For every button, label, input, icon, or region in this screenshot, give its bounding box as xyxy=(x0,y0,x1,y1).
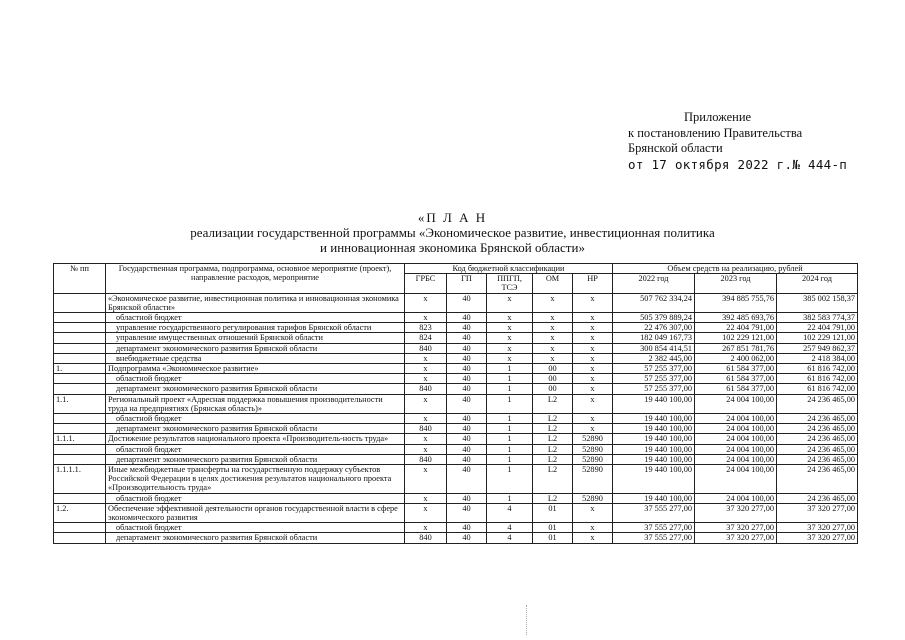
cell-gp: 40 xyxy=(447,465,487,494)
table-row xyxy=(54,333,858,343)
cell-y2023: 24 004 100,00 xyxy=(695,414,777,424)
cell-y2022: 37 555 277,00 xyxy=(613,503,695,522)
cell-num: 1.1.1. xyxy=(54,434,106,444)
cell-y2022: 37 555 277,00 xyxy=(613,533,695,543)
cell-y2024: 37 320 277,00 xyxy=(777,523,858,533)
cell-gp: 40 xyxy=(447,394,487,413)
header-gp: ГП xyxy=(447,274,487,293)
cell-gp: 40 xyxy=(447,503,487,522)
cell-num xyxy=(54,343,106,353)
cell-num: 1. xyxy=(54,364,106,374)
cell-name: департамент экономического развития Брянской области xyxy=(106,454,405,464)
header-nr: НР xyxy=(573,274,613,293)
header-code-group: Код бюджетной классификации xyxy=(405,264,613,274)
cell-grbs: 840 xyxy=(405,533,447,543)
cell-name: областной бюджет xyxy=(106,523,405,533)
cell-grbs: 840 xyxy=(405,343,447,353)
cell-y2022: 19 440 100,00 xyxy=(613,424,695,434)
cell-y2023: 22 404 791,00 xyxy=(695,323,777,333)
cell-gp: 40 xyxy=(447,323,487,333)
cell-y2022: 37 555 277,00 xyxy=(613,523,695,533)
cell-y2023: 2 400 062,00 xyxy=(695,353,777,363)
cell-y2023: 102 229 121,00 xyxy=(695,333,777,343)
cell-num xyxy=(54,454,106,464)
table-row xyxy=(54,465,858,494)
cell-ppgp: х xyxy=(487,343,533,353)
cell-gp: 40 xyxy=(447,353,487,363)
cell-ppgp: 1 xyxy=(487,434,533,444)
cell-gp: 40 xyxy=(447,424,487,434)
cell-y2024: 61 816 742,00 xyxy=(777,374,858,384)
cell-ppgp: 1 xyxy=(487,465,533,494)
table-row xyxy=(54,523,858,533)
header-volume-group: Объем средств на реализацию, рублей xyxy=(613,264,858,274)
cell-grbs: х xyxy=(405,374,447,384)
appendix-title: Приложение xyxy=(684,110,752,124)
header-2022: 2022 год xyxy=(613,274,695,293)
appendix-decree: к постановлению Правительства xyxy=(628,125,803,140)
cell-y2022: 182 049 167,73 xyxy=(613,333,695,343)
cell-name: внебюджетные средства xyxy=(106,353,405,363)
cell-gp: 40 xyxy=(447,434,487,444)
cell-ppgp: х xyxy=(487,323,533,333)
cell-num xyxy=(54,374,106,384)
cell-num: 1.1.1.1. xyxy=(54,465,106,494)
cell-gp: 40 xyxy=(447,364,487,374)
cell-y2023: 24 004 100,00 xyxy=(695,444,777,454)
plan-table xyxy=(53,263,858,544)
cell-y2022: 22 476 307,00 xyxy=(613,323,695,333)
header-ppgp: ППГП, ТСЭ xyxy=(487,274,533,293)
cell-name: областной бюджет xyxy=(106,313,405,323)
cell-y2022: 300 854 414,51 xyxy=(613,343,695,353)
cell-ppgp: 1 xyxy=(487,394,533,413)
cell-name: Обеспечение эффективной деятельности органов государственной власти в сфере экономического развития xyxy=(106,503,405,522)
cell-y2022: 507 762 334,24 xyxy=(613,293,695,312)
cell-grbs: х xyxy=(405,394,447,413)
cell-grbs: 823 xyxy=(405,323,447,333)
cell-num xyxy=(54,313,106,323)
cell-y2024: 37 320 277,00 xyxy=(777,533,858,543)
cell-nr: х xyxy=(573,323,613,333)
table-row xyxy=(54,313,858,323)
cell-nr: х xyxy=(573,523,613,533)
cell-num: 1.1. xyxy=(54,394,106,413)
cell-ppgp: 4 xyxy=(487,523,533,533)
cell-num xyxy=(54,414,106,424)
cell-y2024: 24 236 465,00 xyxy=(777,454,858,464)
cell-y2022: 19 440 100,00 xyxy=(613,493,695,503)
cell-grbs: 840 xyxy=(405,424,447,434)
cell-nr: 52890 xyxy=(573,444,613,454)
title-line-2: реализации государственной программы «Экономическое развитие, инвестиционная политика xyxy=(190,225,715,240)
title-line-3: и инновационная экономика Брянской области» xyxy=(320,240,585,255)
cell-y2023: 61 584 377,00 xyxy=(695,364,777,374)
cell-grbs: х xyxy=(405,444,447,454)
cell-num xyxy=(54,323,106,333)
cell-nr: х xyxy=(573,374,613,384)
cell-y2024: 24 236 465,00 xyxy=(777,465,858,494)
cell-y2022: 19 440 100,00 xyxy=(613,465,695,494)
cell-name: областной бюджет xyxy=(106,493,405,503)
document-title xyxy=(0,210,905,255)
cell-y2024: 61 816 742,00 xyxy=(777,384,858,394)
cell-grbs: х xyxy=(405,353,447,363)
cell-y2022: 2 382 445,00 xyxy=(613,353,695,363)
cell-nr: х xyxy=(573,424,613,434)
cell-y2023: 61 584 377,00 xyxy=(695,384,777,394)
cell-num xyxy=(54,523,106,533)
title-plan: «П Л А Н xyxy=(417,210,488,225)
cell-num: 1.2. xyxy=(54,503,106,522)
table-row xyxy=(54,293,858,312)
cell-nr: х xyxy=(573,533,613,543)
table-row xyxy=(54,374,858,384)
cell-name: областной бюджет xyxy=(106,414,405,424)
appendix-block xyxy=(628,110,847,172)
cell-om: х xyxy=(533,353,573,363)
cell-y2023: 24 004 100,00 xyxy=(695,434,777,444)
table-row xyxy=(54,384,858,394)
cell-y2024: 22 404 791,00 xyxy=(777,323,858,333)
cell-y2022: 19 440 100,00 xyxy=(613,394,695,413)
cell-nr: 52890 xyxy=(573,465,613,494)
cell-name: областной бюджет xyxy=(106,444,405,454)
cell-grbs: 824 xyxy=(405,333,447,343)
cell-grbs: х xyxy=(405,434,447,444)
cell-y2024: 385 002 158,37 xyxy=(777,293,858,312)
cell-gp: 40 xyxy=(447,343,487,353)
cell-grbs: 840 xyxy=(405,454,447,464)
cell-y2024: 24 236 465,00 xyxy=(777,424,858,434)
cell-ppgp: 1 xyxy=(487,364,533,374)
cell-om: 01 xyxy=(533,503,573,522)
cell-y2024: 37 320 277,00 xyxy=(777,503,858,522)
cell-ppgp: 1 xyxy=(487,493,533,503)
cell-ppgp: 4 xyxy=(487,503,533,522)
cell-y2024: 2 418 384,00 xyxy=(777,353,858,363)
cell-y2022: 19 440 100,00 xyxy=(613,454,695,464)
cell-nr: х xyxy=(573,364,613,374)
cell-gp: 40 xyxy=(447,384,487,394)
cell-ppgp: 1 xyxy=(487,414,533,424)
cell-gp: 40 xyxy=(447,293,487,312)
cell-y2022: 57 255 377,00 xyxy=(613,374,695,384)
cell-y2022: 57 255 377,00 xyxy=(613,384,695,394)
cell-om: L2 xyxy=(533,434,573,444)
cell-nr: 52890 xyxy=(573,493,613,503)
cell-nr: х xyxy=(573,503,613,522)
cell-num xyxy=(54,333,106,343)
table-row xyxy=(54,503,858,522)
cell-name: департамент экономического развития Брянской области xyxy=(106,384,405,394)
cell-om: L2 xyxy=(533,465,573,494)
cell-nr: 52890 xyxy=(573,434,613,444)
cell-y2024: 61 816 742,00 xyxy=(777,364,858,374)
cell-y2024: 24 236 465,00 xyxy=(777,444,858,454)
table-row xyxy=(54,394,858,413)
cell-om: 00 xyxy=(533,384,573,394)
cell-y2022: 19 440 100,00 xyxy=(613,414,695,424)
cell-nr: х xyxy=(573,414,613,424)
cell-om: L2 xyxy=(533,454,573,464)
cell-om: 00 xyxy=(533,364,573,374)
cell-ppgp: х xyxy=(487,293,533,312)
cell-ppgp: 1 xyxy=(487,374,533,384)
cell-ppgp: 1 xyxy=(487,454,533,464)
cell-name: областной бюджет xyxy=(106,374,405,384)
cell-grbs: х xyxy=(405,313,447,323)
scan-mark xyxy=(526,605,528,635)
cell-num xyxy=(54,353,106,363)
cell-om: L2 xyxy=(533,414,573,424)
appendix-region: Брянской области xyxy=(628,141,723,155)
cell-grbs: х xyxy=(405,523,447,533)
header-row-1 xyxy=(54,264,858,274)
cell-y2023: 392 485 693,76 xyxy=(695,313,777,323)
cell-gp: 40 xyxy=(447,444,487,454)
cell-om: 01 xyxy=(533,533,573,543)
cell-nr: х xyxy=(573,384,613,394)
cell-ppgp: 4 xyxy=(487,533,533,543)
cell-gp: 40 xyxy=(447,313,487,323)
cell-nr: 52890 xyxy=(573,454,613,464)
cell-num xyxy=(54,293,106,312)
header-name: Государственная программа, подпрограмма, основное мероприятие (проект), направление расходов, мероприятие xyxy=(106,264,405,294)
table-row xyxy=(54,343,858,353)
header-num: № пп xyxy=(54,264,106,294)
cell-grbs: х xyxy=(405,364,447,374)
cell-om: 00 xyxy=(533,374,573,384)
table-row xyxy=(54,493,858,503)
cell-ppgp: х xyxy=(487,333,533,343)
cell-name: Достижение результатов национального проекта «Производитель-ность труда» xyxy=(106,434,405,444)
cell-y2024: 24 236 465,00 xyxy=(777,394,858,413)
cell-grbs: х xyxy=(405,293,447,312)
cell-y2022: 19 440 100,00 xyxy=(613,444,695,454)
cell-y2023: 24 004 100,00 xyxy=(695,465,777,494)
cell-num xyxy=(54,493,106,503)
cell-ppgp: 1 xyxy=(487,424,533,434)
cell-nr: х xyxy=(573,293,613,312)
cell-name: управление имущественных отношений Брянской области xyxy=(106,333,405,343)
cell-om: х xyxy=(533,333,573,343)
cell-grbs: 840 xyxy=(405,384,447,394)
cell-gp: 40 xyxy=(447,533,487,543)
cell-y2023: 37 320 277,00 xyxy=(695,533,777,543)
cell-y2024: 24 236 465,00 xyxy=(777,493,858,503)
table-row xyxy=(54,323,858,333)
cell-num xyxy=(54,444,106,454)
cell-om: х xyxy=(533,343,573,353)
cell-gp: 40 xyxy=(447,493,487,503)
table-row xyxy=(54,424,858,434)
table-row xyxy=(54,414,858,424)
cell-ppgp: 1 xyxy=(487,384,533,394)
cell-om: L2 xyxy=(533,493,573,503)
cell-nr: х xyxy=(573,394,613,413)
header-2023: 2023 год xyxy=(695,274,777,293)
cell-y2023: 267 851 781,76 xyxy=(695,343,777,353)
cell-y2023: 61 584 377,00 xyxy=(695,374,777,384)
cell-y2022: 505 379 889,24 xyxy=(613,313,695,323)
cell-gp: 40 xyxy=(447,454,487,464)
cell-num xyxy=(54,424,106,434)
cell-y2024: 24 236 465,00 xyxy=(777,434,858,444)
table-row xyxy=(54,364,858,374)
table-row xyxy=(54,353,858,363)
plan-table-body xyxy=(54,293,858,543)
cell-name: управление государственного регулирования тарифов Брянской области xyxy=(106,323,405,333)
cell-name: Иные межбюджетные трансферты на государственную поддержку субъектов Российской Федерации в целях достижения результатов национального проекта «Производительность труда» xyxy=(106,465,405,494)
table-row xyxy=(54,444,858,454)
cell-nr: х xyxy=(573,343,613,353)
cell-y2023: 37 320 277,00 xyxy=(695,503,777,522)
cell-nr: х xyxy=(573,353,613,363)
cell-y2022: 19 440 100,00 xyxy=(613,434,695,444)
cell-y2023: 394 885 755,76 xyxy=(695,293,777,312)
cell-nr: х xyxy=(573,313,613,323)
cell-y2023: 24 004 100,00 xyxy=(695,424,777,434)
cell-gp: 40 xyxy=(447,523,487,533)
cell-grbs: х xyxy=(405,465,447,494)
cell-name: Региональный проект «Адресная поддержка повышения производительности труда на предприятиях (Брянская область)» xyxy=(106,394,405,413)
cell-ppgp: х xyxy=(487,313,533,323)
cell-om: L2 xyxy=(533,444,573,454)
appendix-date-number: от 17 октября 2022 г.№ 444-п xyxy=(628,156,848,172)
cell-om: х xyxy=(533,313,573,323)
cell-y2022: 57 255 377,00 xyxy=(613,364,695,374)
cell-om: х xyxy=(533,293,573,312)
cell-y2023: 24 004 100,00 xyxy=(695,493,777,503)
cell-num xyxy=(54,533,106,543)
cell-y2023: 24 004 100,00 xyxy=(695,394,777,413)
cell-y2023: 24 004 100,00 xyxy=(695,454,777,464)
cell-om: L2 xyxy=(533,394,573,413)
cell-y2024: 24 236 465,00 xyxy=(777,414,858,424)
cell-grbs: х xyxy=(405,503,447,522)
cell-nr: х xyxy=(573,333,613,343)
table-row xyxy=(54,533,858,543)
cell-grbs: х xyxy=(405,493,447,503)
cell-y2024: 257 949 862,37 xyxy=(777,343,858,353)
header-2024: 2024 год xyxy=(777,274,858,293)
header-grbs: ГРБС xyxy=(405,274,447,293)
cell-name: департамент экономического развития Брянской области xyxy=(106,343,405,353)
cell-name: департамент экономического развития Брянской области xyxy=(106,424,405,434)
cell-name: «Экономическое развитие, инвестиционная политика и инновационная экономика Брянской области» xyxy=(106,293,405,312)
table-row xyxy=(54,434,858,444)
cell-y2023: 37 320 277,00 xyxy=(695,523,777,533)
cell-om: х xyxy=(533,323,573,333)
cell-gp: 40 xyxy=(447,414,487,424)
header-om: ОМ xyxy=(533,274,573,293)
cell-om: 01 xyxy=(533,523,573,533)
cell-y2024: 102 229 121,00 xyxy=(777,333,858,343)
cell-y2024: 382 583 774,37 xyxy=(777,313,858,323)
cell-grbs: х xyxy=(405,414,447,424)
cell-name: Подпрограмма «Экономическое развитие» xyxy=(106,364,405,374)
table-row xyxy=(54,454,858,464)
cell-gp: 40 xyxy=(447,333,487,343)
cell-name: департамент экономического развития Брянской области xyxy=(106,533,405,543)
cell-ppgp: х xyxy=(487,353,533,363)
cell-ppgp: 1 xyxy=(487,444,533,454)
cell-num xyxy=(54,384,106,394)
cell-gp: 40 xyxy=(447,374,487,384)
cell-om: L2 xyxy=(533,424,573,434)
